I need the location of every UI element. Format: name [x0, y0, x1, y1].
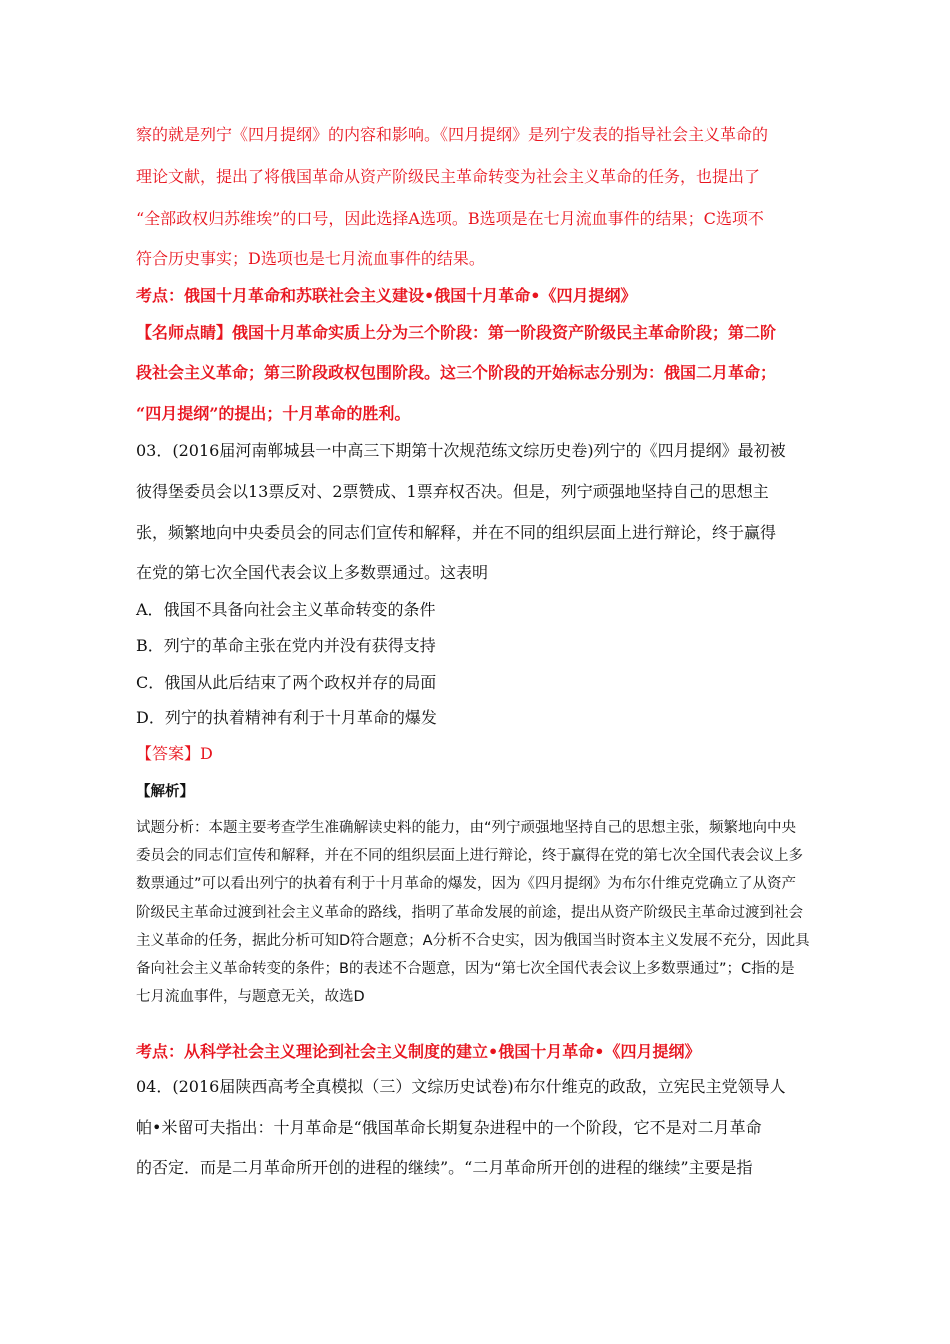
q02-dianjing-line: “四月提纲”的提出；十月革命的胜利。: [136, 404, 411, 423]
q02-dianjing-line: 段社会主义革命；第三阶段政权包围阶段。这三个阶段的开始标志分别为：俄国二月革命；: [136, 363, 777, 382]
q03-jiexi-label: 【解析】: [136, 784, 194, 800]
q03-analysis-line: 委员会的同志们宣传和解释，并在不同的组织层面上进行辩论，终于赢得在党的第七次全国代表会议上多: [136, 848, 803, 864]
q03-analysis-line: 数票通过”可以看出列宁的执着有利于十月革命的爆发，因为《四月提纲》为布尔什维克党确立了从资产: [136, 876, 797, 892]
q04-stem-line: 的否定．而是二月革命所开创的进程的继续”。“二月革命所开创的进程的继续”主要是指: [136, 1158, 753, 1177]
q04-stem-line: 帕•米留可夫指出：十月革命是“俄国革命长期复杂进程中的一个阶段，它不是对二月革命: [136, 1118, 762, 1137]
q03-option-b: B．列宁的革命主张在党内并没有获得支持: [136, 636, 436, 655]
q03-stem-line: 在党的第七次全国代表会议上多数票通过。这表明: [136, 563, 489, 582]
q03-stem-line: 03．(2016届河南郸城县一中高三下期第十次规范练文综历史卷)列宁的《四月提纲》最初被: [136, 441, 786, 460]
q03-stem-line: 彼得堡委员会以13票反对、2票赞成、1票弃权否决。但是，列宁顽强地坚持自己的思想主: [136, 482, 769, 501]
q03-analysis-line: 阶级民主革命过渡到社会主义革命的路线，指明了革命发展的前途，提出从资产阶级民主革命过渡到社会: [136, 905, 803, 921]
q03-analysis-line: 七月流血事件，与题意无关，故选D: [136, 989, 365, 1005]
q03-kaodian: 考点：从科学社会主义理论到社会主义制度的建立•俄国十月革命•《四月提纲》: [136, 1042, 701, 1061]
q03-answer: 【答案】D: [136, 744, 213, 763]
q02-analysis-line: 察的就是列宁《四月提纲》的内容和影响。《四月提纲》是列宁发表的指导社会主义革命的: [136, 125, 769, 144]
q03-option-a: A．俄国不具备向社会主义革命转变的条件: [136, 600, 436, 619]
q04-stem-line: 04．(2016届陕西高考全真模拟（三）文综历史试卷)布尔什维克的政敌，立宪民主党领导人: [136, 1077, 786, 1096]
q02-dianjing-line: 【名师点睛】俄国十月革命实质上分为三个阶段：第一阶段资产阶级民主革命阶段；第二阶: [136, 323, 777, 342]
q02-analysis-line: “全部政权归苏维埃”的口号，因此选择A选项。B选项是在七月流血事件的结果；C选项不: [136, 209, 764, 228]
q03-option-d: D．列宁的执着精神有利于十月革命的爆发: [136, 708, 437, 727]
q02-kaodian: 考点：俄国十月革命和苏联社会主义建设•俄国十月革命•《四月提纲》: [136, 286, 637, 305]
q02-analysis-line: 符合历史事实；D选项也是七月流血事件的结果。: [136, 249, 485, 268]
q03-analysis-line: 试题分析：本题主要考查学生准确解读史料的能力，由“列宁顽强地坚持自己的思想主张，频繁地向中央: [136, 820, 797, 836]
q03-option-c: C．俄国从此后结束了两个政权并存的局面: [136, 673, 437, 692]
q03-stem-line: 张，频繁地向中央委员会的同志们宣传和解释，并在不同的组织层面上进行辩论，终于赢得: [136, 523, 777, 542]
q03-analysis-line: 备向社会主义革命转变的条件；B的表述不合题意，因为“第七次全国代表会议上多数票通过”；C指的是: [136, 961, 795, 977]
q02-analysis-line: 理论文献，提出了将俄国革命从资产阶级民主革命转变为社会主义革命的任务，也提出了: [136, 167, 761, 186]
q03-analysis-line: 主义革命的任务，据此分析可知D符合题意；A分析不合史实，因为俄国当时资本主义发展不充分，因此具: [136, 933, 810, 949]
